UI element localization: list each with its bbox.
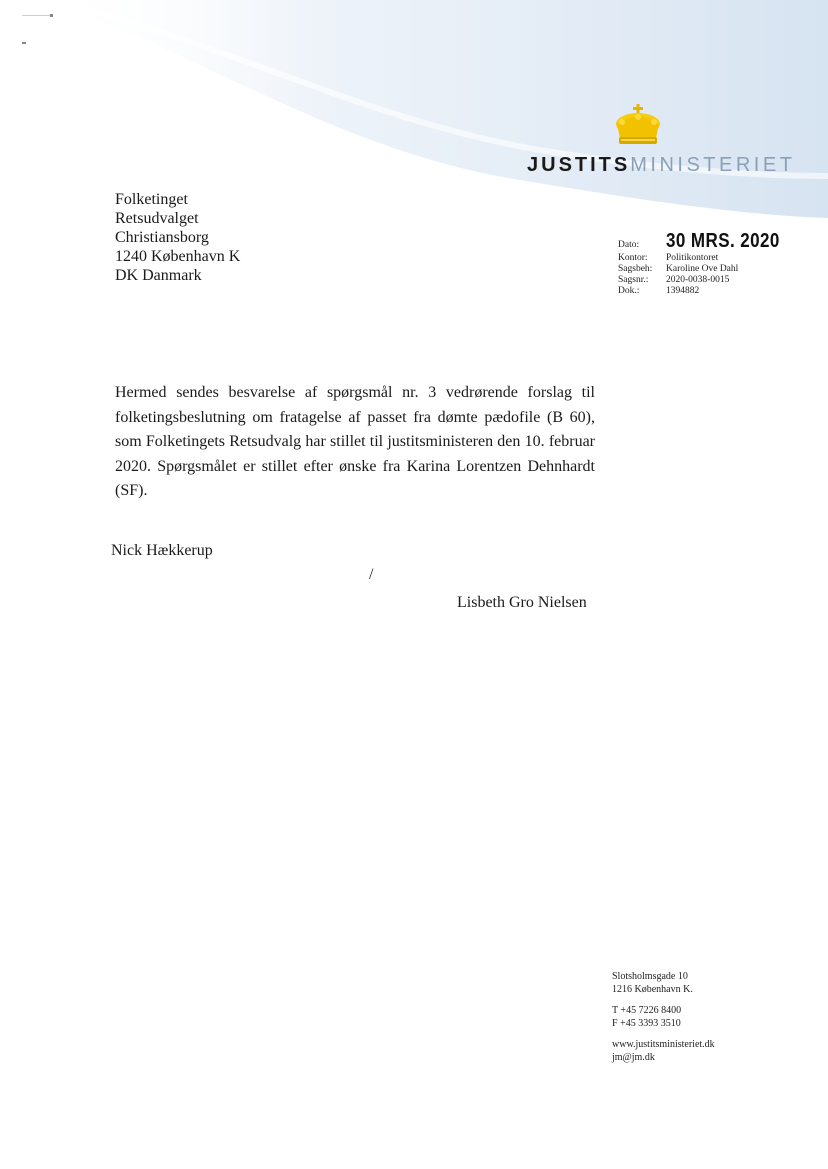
meta-label: Sagsbeh: bbox=[618, 264, 653, 274]
footer-online bbox=[612, 1039, 715, 1064]
signature-secondary: Lisbeth Gro Nielsen bbox=[457, 594, 587, 611]
meta-value: 1394882 bbox=[666, 286, 700, 296]
date-label: Dato: bbox=[618, 240, 640, 250]
address-line: Folketinget bbox=[115, 191, 188, 208]
scan-speck bbox=[22, 42, 26, 44]
wordmark-bold: JUSTITS bbox=[527, 154, 631, 176]
meta-label: Dok.: bbox=[618, 286, 640, 296]
meta-row bbox=[618, 275, 800, 286]
address-line: Retsudvalget bbox=[115, 210, 199, 227]
address-line: 1240 København K bbox=[115, 248, 241, 265]
ministry-contact-footer bbox=[612, 971, 715, 1064]
footer-fax: F +45 3393 3510 bbox=[612, 1017, 681, 1029]
letter-body bbox=[115, 381, 595, 504]
body-paragraph: Hermed sendes besvarelse af spørgsmål nr. 3 vedrørende forslag til folketingsbeslutning om fratagelse af passet fra dømte pædofile (B 60), som Folketingets Retsudvalg har stillet til justitsministeren den 10. februar 2020. Spørgsmålet er stillet efter ønske fra Karina Lorentzen Dehnhardt (SF). bbox=[115, 384, 595, 499]
footer-phones bbox=[612, 1005, 715, 1030]
meta-label: Kontor: bbox=[618, 253, 648, 263]
recipient-address bbox=[115, 190, 240, 285]
scan-speck bbox=[22, 15, 52, 16]
date-row bbox=[618, 230, 800, 252]
footer-city: 1216 København K. bbox=[612, 983, 693, 995]
meta-row bbox=[618, 286, 800, 297]
meta-value: Karoline Ove Dahl bbox=[666, 264, 739, 274]
footer-street: Slotsholmsgade 10 bbox=[612, 971, 688, 982]
meta-row bbox=[618, 264, 800, 275]
date-stamp: 30 MRS. 2020 bbox=[666, 230, 780, 252]
wordmark-light: MINISTERIET bbox=[630, 154, 796, 176]
address-line: Christiansborg bbox=[115, 229, 209, 246]
signature-primary: Nick Hækkerup bbox=[111, 542, 213, 559]
footer-email-link[interactable]: jm@jm.dk bbox=[612, 1051, 655, 1063]
signature-separator: / bbox=[369, 566, 374, 583]
case-metadata bbox=[618, 230, 800, 297]
footer-address bbox=[612, 971, 715, 996]
footer-phone: T +45 7226 8400 bbox=[612, 1005, 682, 1016]
footer-website-link[interactable]: www.justitsministeriet.dk bbox=[612, 1039, 715, 1050]
address-line: DK Danmark bbox=[115, 267, 202, 284]
meta-label: Sagsnr.: bbox=[618, 275, 649, 285]
meta-value: Politikontoret bbox=[666, 253, 719, 263]
crown-logo-icon bbox=[612, 104, 664, 150]
meta-row bbox=[618, 253, 800, 264]
scan-speck bbox=[50, 14, 53, 17]
meta-value: 2020-0038-0015 bbox=[666, 275, 730, 285]
ministry-wordmark bbox=[527, 154, 795, 177]
